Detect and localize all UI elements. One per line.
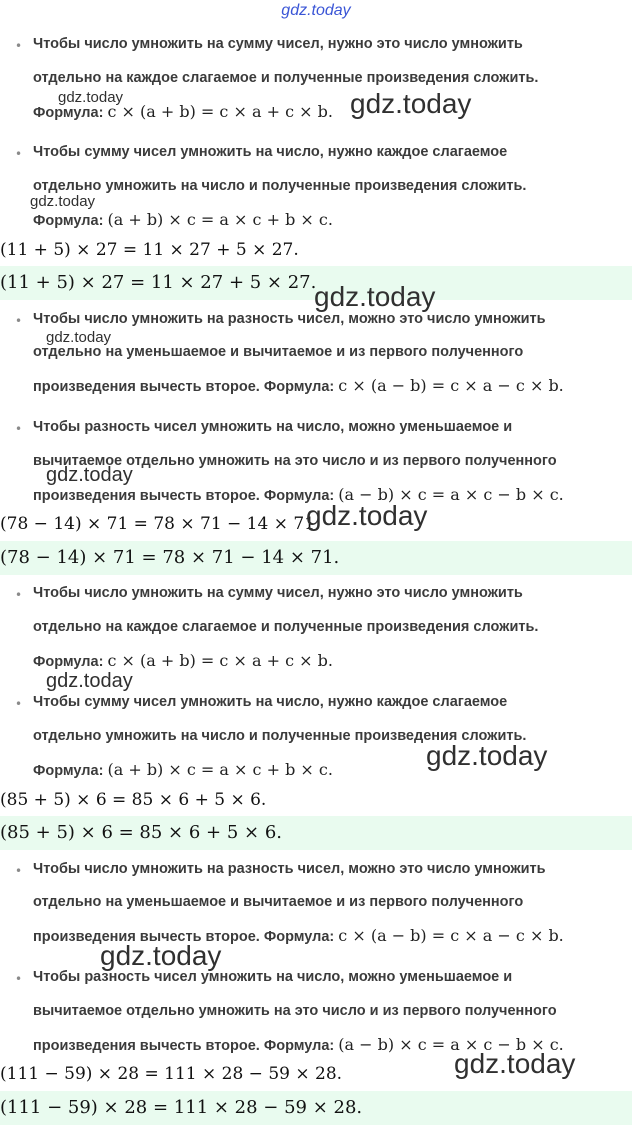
bullet-icon: •	[15, 422, 23, 436]
formula-label: Формула:	[33, 105, 104, 121]
formula: (a + b) × c = a × c + b × c.	[107, 210, 333, 229]
watermark: gdz.today	[46, 670, 133, 692]
equation: (11 + 5) × 27 = 11 × 27 + 5 × 27.	[0, 240, 299, 260]
formula-line	[33, 651, 625, 670]
rule-text-line: отдельно умножить на число и полученные произведения сложить.	[33, 178, 527, 194]
formula-tail: произведения вычесть второе. Формула:	[33, 1038, 335, 1054]
formula: (a − b) × c = a × c − b × c.	[338, 485, 564, 504]
bullet-icon: •	[15, 697, 23, 711]
formula: c × (a − b) = c × a − c × b.	[338, 376, 564, 395]
answer-equation: (111 − 59) × 28 = 111 × 28 − 59 × 28.	[0, 1097, 363, 1118]
answer-band	[0, 541, 632, 575]
formula-tail: произведения вычесть второе. Формула:	[33, 488, 335, 504]
bullet-icon: •	[15, 147, 23, 161]
formula-line	[33, 376, 625, 395]
rule-text-line: Чтобы число умножить на сумму чисел, нужно это число умножить	[33, 36, 523, 52]
rule-text-line: отдельно на уменьшаемое и вычитаемое и из первого полученного	[33, 344, 524, 360]
formula: (a − b) × c = a × c − b × c.	[338, 1035, 564, 1054]
answer-equation: (78 − 14) × 71 = 78 × 71 − 14 × 71.	[0, 547, 340, 568]
watermark: gdz.today	[46, 464, 133, 486]
formula: c × (a + b) = c × a + c × b.	[107, 102, 333, 121]
rule-text-line: Чтобы сумму чисел умножить на число, нужно каждое слагаемое	[33, 144, 508, 160]
rule-text-line: Чтобы разность чисел умножить на число, можно уменьшаемое и	[33, 969, 513, 985]
watermark: gdz.today	[306, 500, 428, 531]
watermark: gdz.today	[30, 193, 96, 210]
watermark: gdz.today	[350, 88, 472, 119]
formula-label: Формула:	[33, 763, 104, 779]
rule-text-line: вычитаемое отдельно умножить на это число и из первого полученного	[33, 1003, 557, 1019]
formula-tail: произведения вычесть второе. Формула:	[33, 379, 335, 395]
bullet-icon: •	[15, 864, 23, 878]
formula: (a + b) × c = a × c + b × c.	[107, 760, 333, 779]
formula: c × (a − b) = c × a − c × b.	[338, 926, 564, 945]
rule-text-line: Чтобы сумму чисел умножить на число, нужно каждое слагаемое	[33, 694, 508, 710]
formula-tail: произведения вычесть второе. Формула:	[33, 929, 335, 945]
rule-text-line: Чтобы число умножить на сумму чисел, нужно это число умножить	[33, 585, 523, 601]
rule-text-line: Чтобы разность чисел умножить на число, можно уменьшаемое и	[33, 419, 513, 435]
equation: (78 − 14) × 71 = 78 × 71 − 14 × 71.	[0, 514, 321, 534]
watermark: gdz.today	[100, 940, 222, 971]
formula-label: Формула:	[33, 213, 104, 229]
formula-label: Формула:	[33, 654, 104, 670]
watermark: gdz.today	[426, 740, 548, 771]
rule-text-line: вычитаемое отдельно умножить на это число и из первого полученного	[33, 453, 557, 469]
watermark: gdz.today	[58, 89, 124, 106]
watermark: gdz.today	[454, 1048, 576, 1079]
answer-band	[0, 1091, 632, 1125]
answer-equation: (11 + 5) × 27 = 11 × 27 + 5 × 27.	[0, 272, 317, 293]
bullet-icon: •	[15, 588, 23, 602]
watermark: gdz.today	[314, 281, 436, 312]
rule-text-line: отдельно на каждое слагаемое и полученные произведения сложить.	[33, 70, 539, 86]
rule-text-line: отдельно умножить на число и полученные произведения сложить.	[33, 728, 527, 744]
equation: (111 − 59) × 28 = 111 × 28 − 59 × 28.	[0, 1064, 343, 1084]
answer-equation: (85 + 5) × 6 = 85 × 6 + 5 × 6.	[0, 822, 282, 843]
rule-text-line: Чтобы число умножить на разность чисел, можно это число умножить	[33, 311, 546, 327]
header-logo: gdz.today	[281, 2, 351, 19]
bullet-icon: •	[15, 972, 23, 986]
bullet-icon: •	[15, 39, 23, 53]
rule-text-line: отдельно на каждое слагаемое и полученные произведения сложить.	[33, 619, 539, 635]
answer-band	[0, 816, 632, 850]
equation: (85 + 5) × 6 = 85 × 6 + 5 × 6.	[0, 790, 267, 810]
bullet-icon: •	[15, 314, 23, 328]
rule-text-line: отдельно на уменьшаемое и вычитаемое и из первого полученного	[33, 894, 524, 910]
rule-text-line: Чтобы число умножить на разность чисел, можно это число умножить	[33, 861, 546, 877]
formula: c × (a + b) = c × a + c × b.	[107, 651, 333, 670]
watermark: gdz.today	[46, 329, 112, 346]
formula-line	[33, 210, 625, 229]
